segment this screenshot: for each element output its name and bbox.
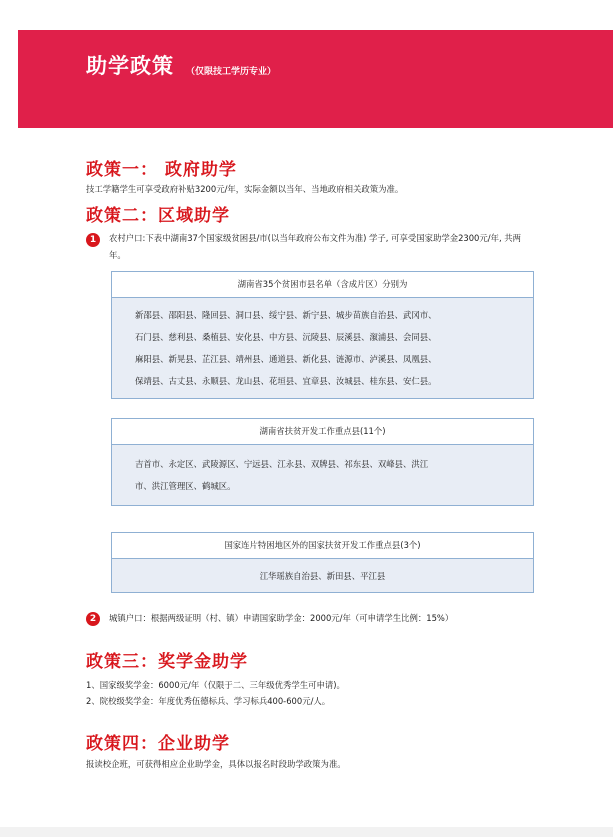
page-subtitle: （仅限技工学历专业） [186, 67, 277, 77]
key-county-table-title: 湖南省扶贫开发工作重点县(11个) [112, 419, 533, 445]
key-county-table [111, 418, 534, 506]
policy3-list [86, 677, 345, 709]
poverty-county-table-title: 湖南省35个贫困市县名单（含成片区）分别为 [112, 272, 533, 298]
table-line: 江华瑶族自治县、新田县、平江县 [259, 571, 386, 581]
page-title: 助学政策 [86, 54, 174, 78]
item-number-1: 1 [86, 233, 100, 247]
page-footer-strip [0, 827, 613, 837]
table-line: 麻阳县、新晃县、芷江县、靖州县、通道县、新化县、涟源市、泸溪县、凤凰县、 [135, 354, 437, 364]
national-county-table-title: 国家连片特困地区外的国家扶贫开发工作重点县(3个) [112, 533, 533, 559]
list-item: 2、院校级奖学金：年度优秀伍德标兵、学习标兵400-600元/人。 [86, 696, 331, 706]
table-line: 石门县、慈利县、桑植县、安化县、中方县、沅陵县、辰溪县、溆浦县、会同县、 [135, 332, 437, 342]
key-county-table-body [112, 445, 533, 505]
policy1-text: 技工学籍学生可享受政府补贴3200元/年，实际金额以当年、当地政府相关政策为准。 [86, 184, 404, 194]
policy3-heading: 政策三：奖学金助学 [86, 652, 248, 672]
policy2-heading: 政策二：区域助学 [86, 206, 230, 226]
policy2-item2-text: 城镇户口：根据两级证明（村、镇）申请国家助学金：2000元/年（可申请学生比例：15%） [109, 613, 454, 623]
table-line: 市、洪江管理区、鹤城区。 [135, 481, 236, 491]
policy4-text: 报读校企班，可获得相应企业助学金，具体以报名时段助学政策为准。 [86, 759, 346, 769]
list-item: 1、国家级奖学金：6000元/年（仅限于二、三年级优秀学生可申请)。 [86, 680, 345, 690]
header-banner [18, 30, 613, 128]
national-county-table [111, 532, 534, 593]
table-line: 保靖县、古丈县、永顺县、龙山县、花垣县、宜章县、汝城县、桂东县、安仁县。 [135, 376, 437, 386]
table-line: 吉首市、永定区、武陵源区、宁远县、江永县、双牌县、祁东县、双峰县、洪江 [135, 459, 429, 469]
poverty-county-table-body [112, 298, 533, 398]
national-county-table-body [112, 559, 533, 592]
table-line: 新邵县、邵阳县、隆回县、洞口县、绥宁县、新宁县、城步苗族自治县、武冈市、 [135, 310, 437, 320]
policy1-heading: 政策一： 政府助学 [86, 160, 237, 180]
item-number-2: 2 [86, 612, 100, 626]
poverty-county-table [111, 271, 534, 399]
policy2-item1-text: 农村户口:下表中湖南37个国家级贫困县/市(以当年政府公布文件为准) 学子, 可享受国家助学金2300元/年, 共两年。 [109, 233, 522, 260]
policy4-heading: 政策四：企业助学 [86, 734, 230, 754]
